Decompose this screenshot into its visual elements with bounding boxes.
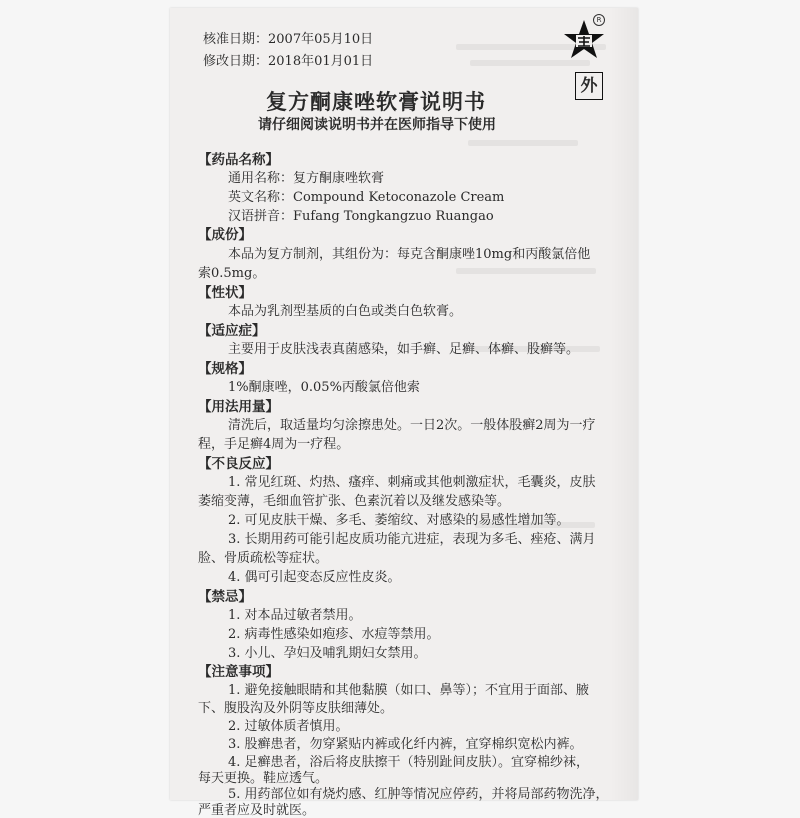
text-line: 萎缩变薄，毛细血管扩张、色素沉着以及继发感染等。 — [198, 494, 511, 509]
text-line: 3. 股癣患者，勿穿紧贴内裤或化纤内裤，宜穿棉织宽松内裤。 — [228, 737, 583, 752]
text-line: 1. 对本品过敏者禁用。 — [228, 608, 362, 623]
section-heading-contraindications: 【禁忌】 — [198, 589, 252, 605]
text-line: 1. 避免接触眼睛和其他黏膜（如口、鼻等）；不宜用于面部、腋 — [228, 683, 590, 698]
text-line: 4. 偶可引起变态反应性皮炎。 — [228, 570, 401, 585]
text-line: 1. 常见红斑、灼热、瘙痒、刺痛或其他刺激症状，毛囊炎，皮肤 — [228, 475, 596, 490]
registered-mark-icon: R — [593, 14, 605, 26]
text-line: 索0.5mg。 — [198, 266, 266, 281]
text-line: 清洗后，取适量均匀涂擦患处。一日2次。一般体股癣2周为一疗 — [228, 418, 596, 433]
paper-shadow — [610, 8, 638, 800]
section-heading-spec: 【规格】 — [198, 361, 252, 377]
bleed-through-text — [456, 268, 596, 274]
text-line: 脸、骨质疏松等症状。 — [198, 551, 329, 566]
revision-date: 修改日期：2018年01月01日 — [203, 54, 374, 69]
section-heading-character: 【性状】 — [198, 285, 252, 301]
text-line: 汉语拼音：Fufang Tongkangzuo Ruangao — [228, 209, 494, 224]
page-subtitle: 请仔细阅读说明书并在医师指导下使用 — [258, 117, 496, 133]
text-line: 4. 足癣患者，浴后将皮肤擦干（特别趾间皮肤）。宜穿棉纱袜， — [228, 755, 590, 770]
approval-date: 核准日期：2007年05月10日 — [203, 32, 374, 47]
section-heading-usage: 【用法用量】 — [198, 399, 279, 415]
bleed-through-text — [468, 140, 578, 146]
text-line: 下、腹股沟及外阴等皮肤细薄处。 — [198, 701, 394, 716]
section-heading-indications: 【适应症】 — [198, 323, 266, 339]
text-line: 本品为复方制剂，其组份为：每克含酮康唑10mg和丙酸氯倍他 — [228, 247, 591, 262]
text-line: 严重者应及时就医。 — [198, 803, 316, 818]
text-line: 本品为乳剂型基质的白色或类白色软膏。 — [228, 304, 463, 319]
text-line: 通用名称：复方酮康唑软膏 — [228, 171, 385, 186]
text-line: 主要用于皮肤浅表真菌感染，如手癣、足癣、体癣、股癣等。 — [228, 342, 580, 357]
external-use-mark: 外 — [575, 72, 603, 100]
section-heading-precautions: 【注意事项】 — [198, 664, 279, 680]
text-line: 3. 小儿、孕妇及哺乳期妇女禁用。 — [228, 646, 427, 661]
text-line: 3. 长期用药可能引起皮质功能亢进症，表现为多毛、痤疮、满月 — [228, 532, 596, 547]
page-title: 复方酮康唑软膏说明书 — [266, 90, 486, 114]
text-line: 2. 可见皮肤干燥、多毛、萎缩纹、对感染的易感性增加等。 — [228, 513, 570, 528]
section-heading-ingredients: 【成份】 — [198, 227, 252, 243]
text-line: 1%酮康唑，0.05%丙酸氯倍他索 — [228, 380, 420, 395]
section-heading-adverse: 【不良反应】 — [198, 456, 279, 472]
text-line: 2. 病毒性感染如疱疹、水痘等禁用。 — [228, 627, 440, 642]
text-line: 2. 过敏体质者慎用。 — [228, 719, 349, 734]
text-line: 每天更换。鞋应透气。 — [198, 771, 329, 786]
text-line: 5. 用药部位如有烧灼感、红肿等情况应停药，并将局部药物洗净， — [228, 787, 609, 802]
section-heading-name: 【药品名称】 — [198, 152, 279, 168]
text-line: 程，手足癣4周为一疗程。 — [198, 437, 350, 452]
text-line: 英文名称：Compound Ketoconazole Cream — [228, 190, 505, 205]
